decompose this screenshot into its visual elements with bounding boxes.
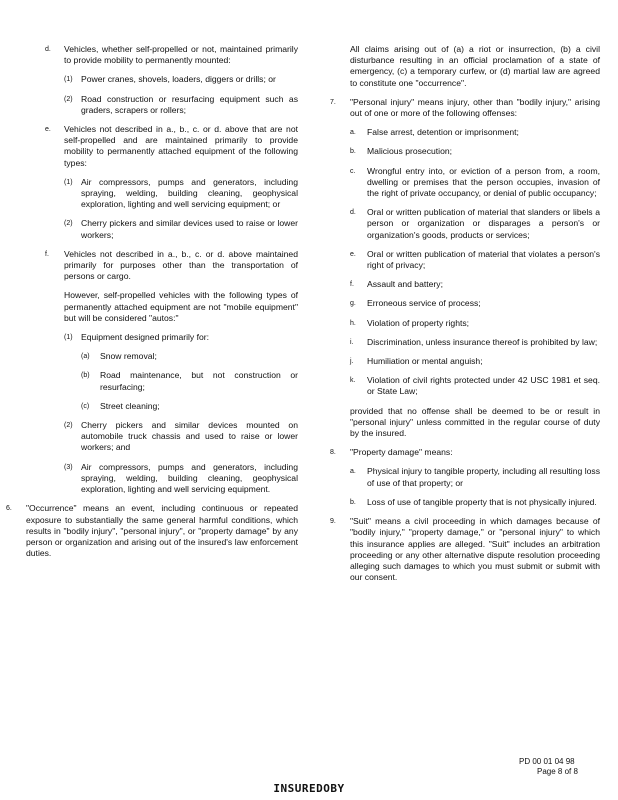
sub-sub-marker: (c): [81, 402, 90, 410]
list-item: [350, 298, 600, 309]
item-marker: g.: [350, 300, 356, 308]
item-marker: a.: [350, 129, 356, 137]
item-marker: b.: [350, 498, 356, 506]
sub-text: Road construction or resurfacing equipment such as graders, scrapers or rollers;: [81, 93, 298, 115]
page-number: Page 8 of 8: [537, 767, 578, 776]
sub-item: [64, 332, 298, 412]
item-marker: j.: [350, 358, 354, 366]
item-marker: e.: [350, 250, 356, 258]
sub-marker: (3): [64, 463, 73, 471]
sub-sub-item: [81, 401, 298, 412]
item-marker: f.: [45, 250, 49, 258]
sub-item: [64, 74, 298, 85]
list-item: [350, 146, 600, 157]
list-item: [350, 166, 600, 200]
definition-number: 9.: [330, 518, 336, 526]
item-text: Oral or written publication of material that slanders or libels a person or organization or disparages a person's or organization's goods, products or services;: [367, 207, 600, 240]
left-column: [6, 44, 298, 567]
item-marker: c.: [350, 167, 356, 175]
sub-marker: (2): [64, 95, 73, 103]
list-item: [26, 44, 298, 116]
definition-number: 7.: [330, 98, 336, 106]
item-marker: a.: [350, 468, 356, 476]
sub-text: Equipment designed primarily for:: [81, 332, 210, 343]
item-text: Violation of civil rights protected under 42 USC 1981 et seq. or State Law;: [367, 375, 600, 397]
definition-text: "Suit" means a civil proceeding in which damages because of "bodily injury," "property damage," or "personal injury" to which this insurance applies are alleged. "Suit" includes an arbitration proceeding or any other alternative dispute resolution proceeding alleging such damages to which you must submit or submit with our consent.: [350, 516, 600, 583]
item-text: Vehicles, whether self-propelled or not, maintained primarily to provide mobility to permanently mounted:: [64, 44, 298, 66]
item-marker: k.: [350, 377, 356, 385]
list-item: [350, 375, 600, 397]
sub-marker: (2): [64, 422, 73, 430]
sub-item: [64, 177, 298, 211]
item-marker: d.: [45, 46, 51, 53]
definition-suit: [330, 516, 600, 583]
list-item: [350, 337, 600, 348]
item-text: Wrongful entry into, or eviction of a person from, a room, dwelling or premises that the person occupies, invasion of the right of private occupancy, or denial of public occupancy;: [367, 165, 600, 199]
sub-text: Air compressors, pumps and generators, including spraying, welding, building cleaning, geophysical exploration, lighting and well servicing equipment.: [81, 461, 298, 495]
list-item: [26, 124, 298, 241]
sub-item: [64, 420, 298, 454]
definition-occurrence: [6, 503, 298, 559]
right-column: [330, 44, 600, 591]
occurrence-continuation: All claims arising out of (a) a riot or insurrection, (b) a civil disturbance resulting in an official proclamation of a state of emergency, (c) a temporary curfew, or (d) martial law are agreed to constitute one "occurrence".: [350, 44, 600, 88]
item-text: Violation of property rights;: [367, 317, 470, 328]
sub-sub-item: [81, 370, 298, 392]
definition-property-damage: [330, 447, 600, 508]
page-footer: [519, 757, 578, 777]
item-text: Assault and battery;: [367, 279, 443, 290]
sub-marker: (1): [64, 76, 73, 84]
item-marker: b.: [350, 148, 356, 156]
sub-sub-text: Road maintenance, but not construction or resurfacing;: [100, 370, 298, 392]
sub-text: Power cranes, shovels, loaders, diggers or drills; or: [81, 74, 276, 85]
item-marker: e.: [45, 126, 51, 134]
sub-item: [64, 462, 298, 496]
definition-text: "Personal injury" means injury, other than "bodily injury," arising out of one or more of the following offenses:: [350, 96, 600, 119]
sub-marker: (1): [64, 334, 73, 342]
definition-number: 8.: [330, 449, 336, 457]
sub-marker: (2): [64, 220, 73, 228]
sub-sub-marker: (b): [81, 372, 90, 380]
item-text: Vehicles not described in a., b., c. or d. above maintained primarily for purposes other than the transportation of persons or cargo.: [64, 248, 298, 282]
item-text: False arrest, detention or imprisonment;: [367, 127, 519, 138]
sub-text: Cherry pickers and similar devices used to raise or lower workers;: [81, 218, 298, 240]
list-item: [350, 207, 600, 241]
sub-item: [64, 94, 298, 116]
item-marker: d.: [350, 209, 356, 217]
sub-sub-text: Street cleaning;: [100, 400, 160, 411]
definition-text: "Property damage" means:: [350, 447, 453, 458]
form-number: PD 00 01 04 98: [519, 757, 575, 766]
item-marker: i.: [350, 338, 354, 346]
list-item: [350, 466, 600, 488]
sub-text: Air compressors, pumps and generators, including spraying, welding, building cleaning, geophysical exploration, lighting and well servicing equipment; or: [81, 176, 298, 210]
watermark: INSUREDOBY: [273, 782, 345, 795]
item-text: Humiliation or mental anguish;: [367, 356, 483, 367]
sub-text: Cherry pickers and similar devices mounted on automobile truck chassis and used to raise or lower workers; and: [81, 420, 298, 453]
definition-number: 6.: [6, 505, 12, 513]
item-marker: h.: [350, 319, 356, 327]
sub-marker: (1): [64, 178, 73, 186]
item-text: Discrimination, unless insurance thereof is prohibited by law;: [367, 336, 598, 347]
item-text: Malicious prosecution;: [367, 146, 453, 157]
list-item: [350, 279, 600, 290]
list-item: [350, 127, 600, 138]
proviso-text: provided that no offense shall be deemed to be or result in "personal injury" unless committed in the regular course of duty by the insured.: [350, 405, 600, 439]
list-item: [350, 249, 600, 271]
list-item: [26, 249, 298, 495]
item-text: Loss of use of tangible property that is not physically injured.: [367, 496, 597, 507]
definition-personal-injury: [330, 97, 600, 439]
item-text: Physical injury to tangible property, including all resulting loss of use of that property; or: [367, 466, 600, 488]
sub-sub-text: Snow removal;: [100, 351, 157, 362]
sub-sub-marker: (a): [81, 353, 90, 361]
list-item: [350, 356, 600, 367]
list-item: [350, 497, 600, 508]
list-item: [350, 318, 600, 329]
sub-item: [64, 218, 298, 240]
item-text: Erroneous service of process;: [367, 298, 481, 309]
definition-text: "Occurrence" means an event, including continuous or repeated exposure to substantially the same general harmful conditions, which results in "bodily injury", "personal injury", or "property damage" by any person or organization and arising out of the insured's law enforcement duties.: [26, 503, 298, 559]
sub-sub-item: [81, 351, 298, 362]
item-paragraph: However, self-propelled vehicles with the following types of permanently attached equipment are not "mobile equipment" but will be considered "autos:": [64, 290, 298, 323]
item-text: Oral or written publication of material that violates a person's right of privacy;: [367, 248, 600, 271]
item-marker: f.: [350, 281, 354, 289]
item-text: Vehicles not described in a., b., c. or d. above that are not self-propelled and are maintained primarily to provide mobility to permanently attached equipment of the following types:: [64, 124, 298, 168]
